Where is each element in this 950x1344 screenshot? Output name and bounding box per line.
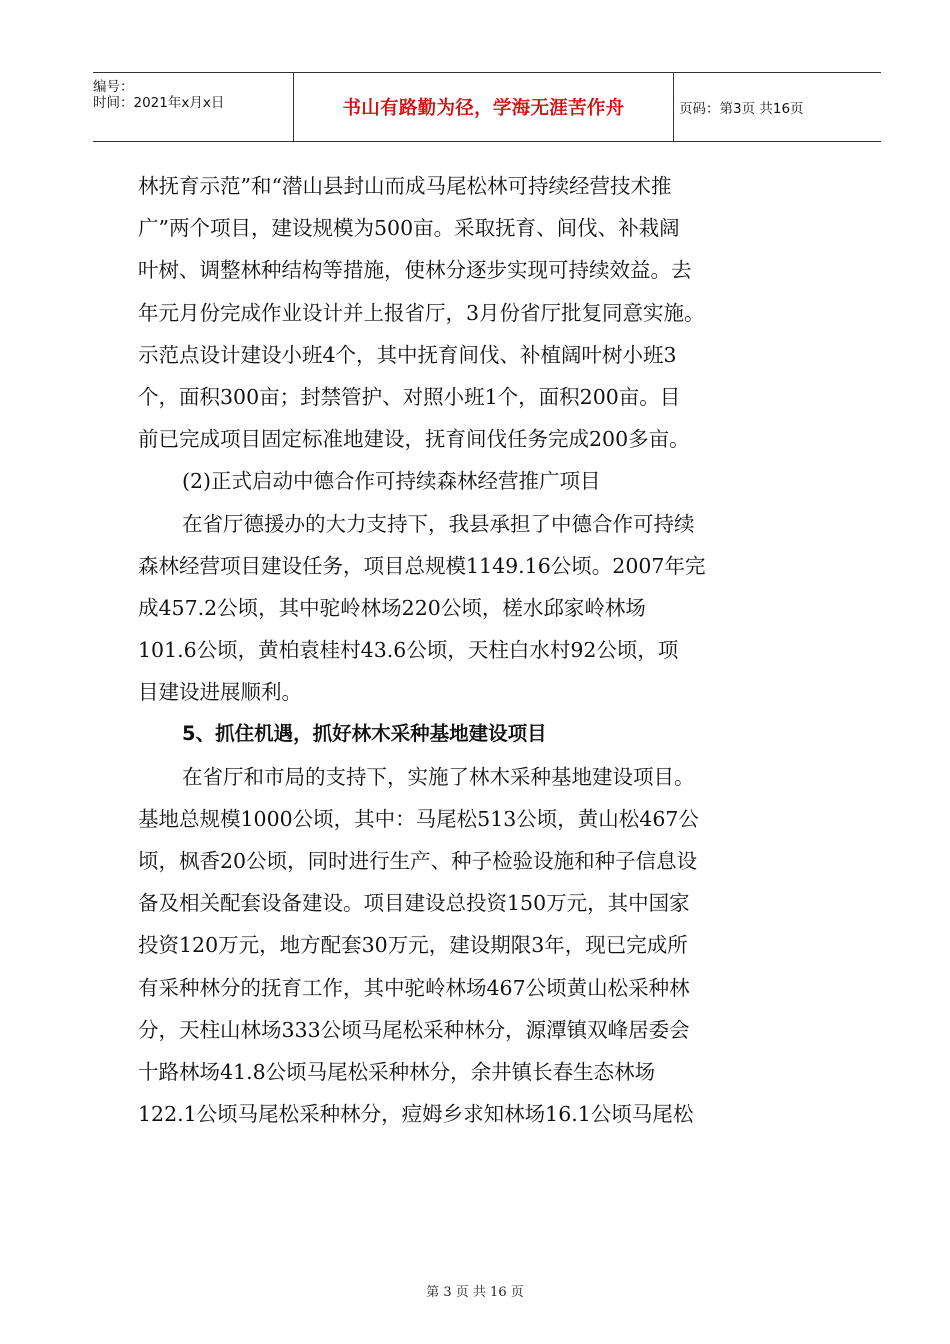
document-number-label: 编号： [93,79,134,95]
header-divider [673,73,674,141]
text-line: 示范点设计建设小班4个，其中抚育间伐、补植阔叶树小班3 [138,342,677,367]
text-line: 投资120万元，地方配套30万元，建设期限3年，现已完成所 [138,933,688,958]
text-line: 个，面积300亩；封禁管护、对照小班1个，面积200亩。目 [138,384,681,409]
text-line: 林抚育示范”和“潜山县封山而成马尾松林可持续经营技术推 [138,174,672,198]
header-motto: 书山有路勤为径，学海无涯苦作舟 [342,98,625,119]
text-line: 备及相关配套设备建设。项目建设总投资150万元，其中国家 [138,891,690,916]
page-footer: 第 3 页 共 16 页 [426,1285,524,1300]
text-line: 广”两个项目，建设规模为500亩。采取抚育、间伐、补栽阔 [138,216,680,241]
text-line: 在省厅和市局的支持下，实施了林木采种基地建设项目。 [182,764,695,789]
header-page-code: 页码：第3页 共16页 [679,101,804,117]
text-line: 101.6公顷，黄柏袁桂村43.6公顷，天柱白水村92公顷，项 [138,638,679,663]
text-line: 基地总规模1000公顷，其中：马尾松513公顷，黄山松467公 [138,806,699,831]
text-line: 前已完成项目固定标准地建设，抚育间伐任务完成200多亩。 [138,427,690,452]
text-line: 年元月份完成作业设计并上报省厅，3月份省厅批复同意实施。 [138,300,705,325]
text-line: 有采种林分的抚育工作，其中驼岭林场467公顷黄山松采种林 [138,975,690,1000]
header-meta [93,79,289,111]
subsection-heading: (2)正式启动中德合作可持续森林经营推广项目 [182,469,601,494]
document-time-label: 时间：2021年x月x日 [93,95,225,111]
text-line: 顷，枫香20公顷，同时进行生产、种子检验设施和种子信息设 [138,849,698,873]
text-line: 目建设进展顺利。 [138,680,302,705]
text-line: 森林经营项目建设任务，项目总规模1149.16公顷。2007年完 [138,553,706,578]
section-heading: 5、抓住机遇，抓好林木采种基地建设项目 [182,722,547,746]
text-line: 叶树、调整林种结构等措施，使林分逐步实现可持续效益。去 [138,258,692,283]
text-line: 十路林场41.8公顷马尾松采种林分，余井镇长春生态林场 [138,1059,656,1084]
text-line: 分，天柱山林场333公顷马尾松采种林分，源潭镇双峰居委会 [138,1017,690,1042]
text-line: 在省厅德援办的大力支持下，我县承担了中德合作可持续 [182,511,695,536]
document-body [138,165,838,1135]
page-header [93,72,881,142]
text-line: 成457.2公顷，其中驼岭林场220公顷，槎水邱家岭林场 [138,595,646,620]
text-line: 122.1公顷马尾松采种林分，痘姆乡求知林场16.1公顷马尾松 [138,1102,694,1127]
